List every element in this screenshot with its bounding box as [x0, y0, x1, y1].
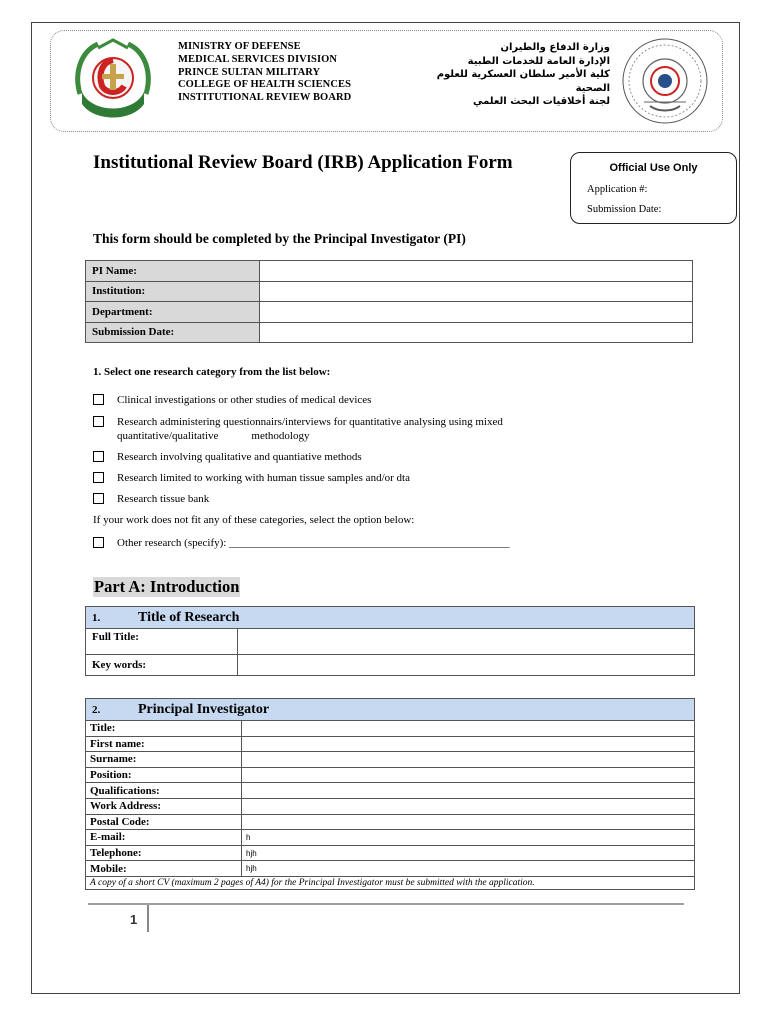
- option-label-line: Research administering questionnairs/interviews for quantitative analysing using mixed: [117, 416, 503, 428]
- submission-date-field[interactable]: [260, 322, 693, 343]
- table-row: [86, 629, 695, 655]
- pi-field-label: Surname:: [86, 752, 242, 768]
- table-row: [86, 736, 695, 752]
- pi-postal-code-field[interactable]: [242, 814, 695, 830]
- checkbox[interactable]: [93, 451, 104, 462]
- section-title: Principal Investigator: [138, 701, 270, 717]
- section-header: [86, 607, 695, 629]
- header-ar-line: كلية الأمير سلطان العسكرية للعلوم الصحية: [436, 69, 610, 94]
- cv-footnote: A copy of a short CV (maximum 2 pages of A4) for the Principal Investigator must be submitted with the application.: [86, 876, 695, 889]
- page-number-divider: [147, 905, 149, 932]
- option-label: Research limited to working with human tissue samples and/or dta: [117, 472, 410, 484]
- header-en-line: PRINCE SULTAN MILITARY: [178, 66, 321, 78]
- official-submission-date-label: Submission Date:: [587, 204, 662, 215]
- table-row: [86, 783, 695, 799]
- section-header-cell: [86, 607, 695, 629]
- table-row: [86, 767, 695, 783]
- table-row: [86, 322, 693, 343]
- table-row: [86, 281, 693, 302]
- header-en-line: INSTITUTIONAL REVIEW BOARD: [178, 92, 352, 104]
- keywords-label: Key words:: [86, 655, 238, 676]
- pi-field-label: E-mail:: [86, 830, 242, 846]
- header-ar-line: وزارة الدفاع والطيران: [500, 42, 610, 53]
- table-row: [86, 861, 695, 877]
- full-title-field[interactable]: [238, 629, 695, 655]
- option-label: [117, 415, 503, 443]
- pi-field-label: Mobile:: [86, 861, 242, 877]
- table-row: [86, 876, 695, 889]
- page-number: 1: [130, 912, 138, 927]
- department-label: Department:: [86, 302, 260, 323]
- table-row: [86, 752, 695, 768]
- pi-email-field[interactable]: h: [242, 830, 695, 846]
- pi-name-label: PI Name:: [86, 261, 260, 282]
- option-label: Other research (specify): ___________________________________________________: [117, 537, 510, 549]
- table-row: [86, 845, 695, 861]
- title-of-research-table: [85, 606, 695, 676]
- psmchs-logo-icon: [68, 34, 158, 124]
- pi-field-label: Telephone:: [86, 845, 242, 861]
- option-label-line: quantitative/qualitative methodology: [117, 430, 310, 442]
- header-en-line: MEDICAL SERVICES DIVISION: [178, 53, 338, 65]
- principal-investigator-table: [85, 698, 695, 890]
- pi-position-field[interactable]: [242, 767, 695, 783]
- institution-label: Institution:: [86, 281, 260, 302]
- institution-field[interactable]: [260, 281, 693, 302]
- pi-field-label: Title:: [86, 721, 242, 737]
- footer-divider: [88, 903, 684, 905]
- table-row: [86, 261, 693, 282]
- form-title: Institutional Review Board (IRB) Application Form: [93, 152, 513, 173]
- section-title: Title of Research: [138, 609, 240, 625]
- pi-field-label: Qualifications:: [86, 783, 242, 799]
- option-label: Research involving qualitative and quantiative methods: [117, 451, 362, 463]
- category-option-qualitative[interactable]: [93, 450, 362, 464]
- option-label: Clinical investigations or other studies of medical devices: [117, 394, 372, 406]
- table-row: [86, 655, 695, 676]
- pi-title-field[interactable]: [242, 721, 695, 737]
- header-en-line: COLLEGE OF HEALTH SCIENCES: [178, 79, 352, 91]
- header-english-text: [178, 41, 351, 105]
- official-use-title: Official Use Only: [609, 162, 698, 174]
- application-number-label: Application #:: [587, 184, 648, 195]
- pi-first-name-field[interactable]: [242, 736, 695, 752]
- pi-telephone-field[interactable]: hjh: [242, 845, 695, 861]
- section-number: 2.: [92, 703, 101, 716]
- table-row: [86, 721, 695, 737]
- table-row: [86, 830, 695, 846]
- header-arabic-text: [420, 41, 610, 109]
- section-header-cell: [86, 699, 695, 721]
- keywords-field[interactable]: [238, 655, 695, 676]
- header-ar-line: لجنة أخلاقيات البحث العلمي: [472, 96, 610, 107]
- table-row: [86, 798, 695, 814]
- category-option-tissue-samples[interactable]: [93, 471, 410, 485]
- table-row: [86, 302, 693, 323]
- section-number: 1.: [92, 611, 101, 624]
- pi-work-address-field[interactable]: [242, 798, 695, 814]
- submission-date-label: Submission Date:: [86, 322, 260, 343]
- pi-mobile-field[interactable]: hjh: [242, 861, 695, 877]
- pi-qualifications-field[interactable]: [242, 783, 695, 799]
- full-title-label: Full Title:: [86, 629, 238, 655]
- category-option-tissue-bank[interactable]: [93, 492, 209, 506]
- checkbox[interactable]: [93, 472, 104, 483]
- checkbox[interactable]: [93, 493, 104, 504]
- research-category-heading: 1. Select one research category from the list below:: [93, 366, 331, 378]
- department-field[interactable]: [260, 302, 693, 323]
- option-label: Research tissue bank: [117, 493, 210, 505]
- category-option-other[interactable]: [93, 536, 510, 550]
- form-subtitle: This form should be completed by the Principal Investigator (PI): [93, 231, 466, 246]
- pi-field-label: Position:: [86, 767, 242, 783]
- pi-surname-field[interactable]: [242, 752, 695, 768]
- pi-field-label: Work Address:: [86, 798, 242, 814]
- section-header: [86, 699, 695, 721]
- category-option-questionnaires[interactable]: [93, 415, 503, 443]
- part-a-heading: Part A: Introduction: [94, 577, 240, 596]
- category-note: If your work does not fit any of these categories, select the option below:: [93, 514, 415, 526]
- pi-field-label: First name:: [86, 736, 242, 752]
- table-row: [86, 814, 695, 830]
- checkbox[interactable]: [93, 394, 104, 405]
- pi-info-table: [85, 260, 693, 343]
- irb-seal-icon: [620, 36, 710, 126]
- category-option-clinical[interactable]: [93, 393, 371, 407]
- checkbox[interactable]: [93, 537, 104, 548]
- header-ar-line: الإدارة العامة للخدمات الطبية: [467, 55, 610, 67]
- pi-field-label: Postal Code:: [86, 814, 242, 830]
- official-use-box: [570, 152, 737, 224]
- checkbox[interactable]: [93, 416, 104, 427]
- header-en-line: MINISTRY OF DEFENSE: [178, 41, 301, 52]
- pi-name-field[interactable]: [260, 261, 693, 282]
